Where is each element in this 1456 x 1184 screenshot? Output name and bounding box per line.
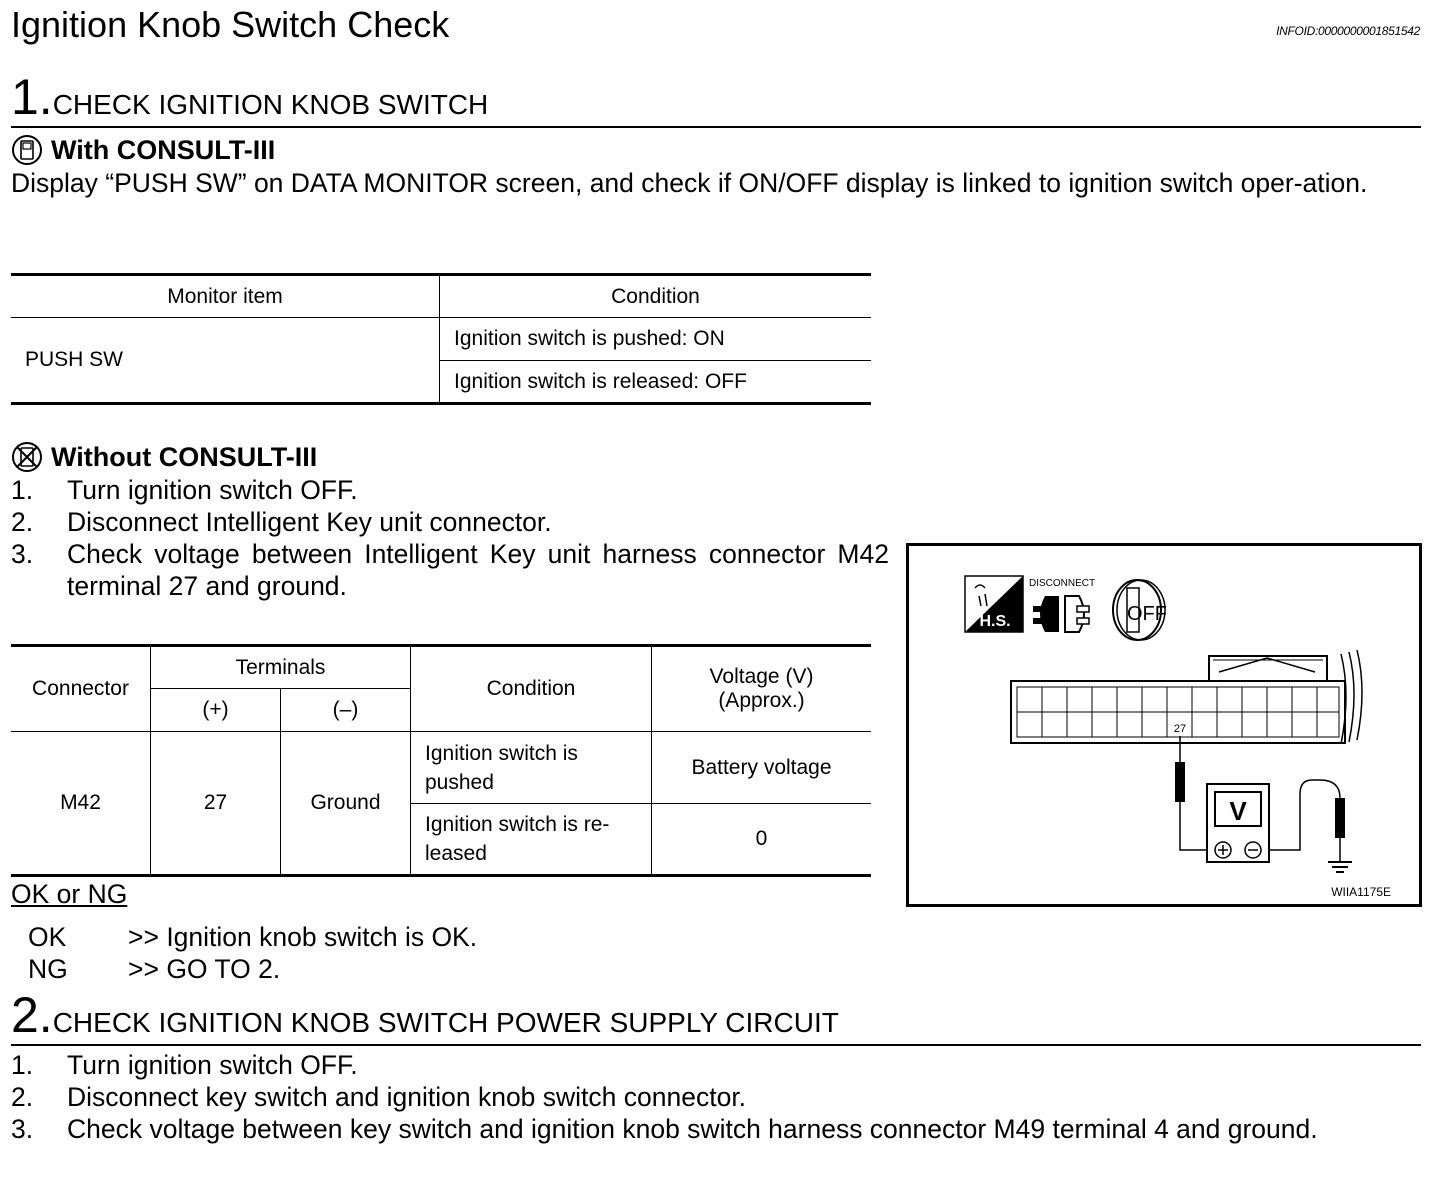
- voltmeter: [1207, 784, 1269, 862]
- monitor-condition-cell: Ignition switch is pushed: ON: [440, 318, 872, 361]
- list-item: [11, 474, 889, 506]
- list-number: 2.: [11, 507, 34, 537]
- connector-cell: M42: [11, 732, 151, 876]
- header-voltage: [652, 646, 872, 732]
- monitor-header-condition: Condition: [440, 275, 872, 318]
- list-number: 1.: [11, 1050, 34, 1080]
- result-text: >> GO TO 2.: [128, 954, 281, 984]
- monitor-table: [11, 273, 871, 405]
- voltage-header-line: Voltage (V): [709, 665, 814, 688]
- voltage-cell: 0: [652, 804, 872, 876]
- list-number: 2.: [11, 1082, 34, 1112]
- result-ng: [28, 954, 280, 985]
- list-text: Disconnect Intelligent Key unit connector.: [67, 507, 552, 537]
- list-number: 3.: [11, 539, 34, 569]
- no-consult-icon: [11, 441, 43, 473]
- harness-connector: [1011, 650, 1362, 744]
- header-terminals: Terminals: [151, 646, 411, 689]
- list-item: [11, 1113, 1421, 1145]
- step-2-heading: [11, 987, 839, 1043]
- voltage-table: [11, 644, 871, 877]
- section-divider: [11, 126, 1421, 128]
- terminal-label: 27: [1173, 723, 1187, 735]
- page-title: Ignition Knob Switch Check: [11, 4, 450, 45]
- figure-id: WIIA1175E: [1331, 885, 1391, 899]
- step-2-list: [11, 1049, 1421, 1145]
- step-title: CHECK IGNITION KNOB SWITCH: [52, 89, 489, 120]
- consult-icon: [11, 134, 43, 166]
- off-label: OFF: [1127, 603, 1167, 625]
- header-plus: (+): [151, 689, 281, 732]
- list-item: [11, 1081, 1421, 1113]
- step-title: CHECK IGNITION KNOB SWITCH POWER SUPPLY CIRCUIT: [52, 1007, 839, 1038]
- monitor-item-cell: PUSH SW: [11, 318, 440, 404]
- harness-side-icon: [965, 576, 1023, 632]
- with-consult-text: Display “PUSH SW” on DATA MONITOR screen, and check if ON/OFF display is linked to ignition switch oper-ation.: [11, 168, 1368, 198]
- disconnect-label: DISCONNECT: [1029, 578, 1096, 589]
- header-minus: (–): [281, 689, 411, 732]
- list-text: Check voltage between key switch and ignition knob switch harness connector M49 terminal 4 and ground.: [67, 1114, 1318, 1144]
- step-number: 2.: [11, 987, 53, 1043]
- with-consult-heading: [11, 134, 275, 166]
- result-text: >> Ignition knob switch is OK.: [128, 922, 478, 952]
- list-item: [11, 538, 889, 602]
- without-consult-heading: [11, 441, 317, 473]
- without-consult-label: Without CONSULT-III: [51, 441, 318, 472]
- ignition-off-icon: [1113, 580, 1167, 640]
- disconnect-icon: [1029, 578, 1095, 632]
- condition-cell: Ignition switch is re-leased: [411, 804, 652, 876]
- list-text: Disconnect key switch and ignition knob switch connector.: [67, 1082, 747, 1112]
- result-key: NG: [28, 954, 68, 984]
- header-connector: Connector: [11, 646, 151, 732]
- monitor-header-item: Monitor item: [11, 275, 440, 318]
- minus-terminal-cell: Ground: [281, 732, 411, 876]
- meter-label: V: [1229, 796, 1247, 826]
- voltage-cell: Battery voltage: [652, 732, 872, 804]
- list-text: Check voltage between Intelligent Key unit harness connector M42 terminal 27 and ground.: [67, 539, 889, 601]
- header-condition: Condition: [411, 646, 652, 732]
- list-item: [11, 506, 889, 538]
- condition-cell: Ignition switch is pushed: [411, 732, 652, 804]
- result-ok: [28, 922, 477, 953]
- list-item: [11, 1049, 1421, 1081]
- section-divider: [11, 1044, 1421, 1046]
- list-text: Turn ignition switch OFF.: [67, 475, 358, 505]
- list-number: 1.: [11, 475, 34, 505]
- result-key: OK: [28, 922, 67, 952]
- ok-or-ng-heading: OK or NG: [11, 879, 128, 909]
- connector-diagram: [909, 546, 1419, 904]
- monitor-condition-cell: Ignition switch is released: OFF: [440, 361, 872, 404]
- hs-label: H.S.: [979, 613, 1011, 630]
- list-text: Turn ignition switch OFF.: [67, 1050, 358, 1080]
- voltage-header-line: (Approx.): [718, 689, 805, 712]
- step-1-heading: [11, 69, 489, 125]
- step-number: 1.: [11, 69, 53, 125]
- info-id: INFOID:0000000001851542: [1276, 24, 1420, 38]
- without-consult-steps: [11, 474, 889, 602]
- list-number: 3.: [11, 1114, 34, 1144]
- with-consult-label: With CONSULT-III: [51, 134, 276, 165]
- wiring-figure: [906, 543, 1422, 907]
- plus-terminal-cell: 27: [151, 732, 281, 876]
